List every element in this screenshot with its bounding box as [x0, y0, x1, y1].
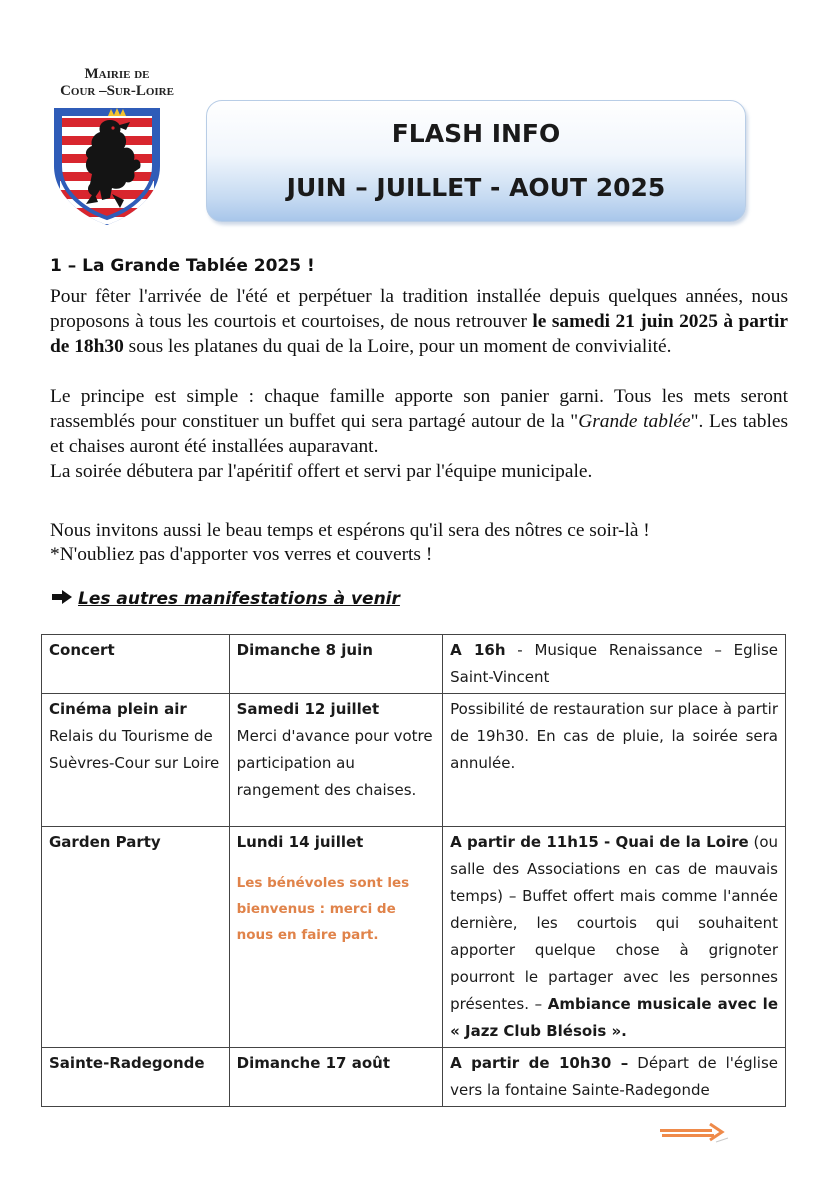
paragraph-reminder: *N'oubliez pas d'apporter vos verres et couverts ! — [50, 544, 433, 565]
event-detail: - Musique Renaissance – Eglise Saint-Vincent — [450, 641, 778, 686]
event-date-cell — [229, 1048, 443, 1107]
grande-tablee-italic: Grande tablée — [578, 411, 691, 432]
event-detail-cell — [443, 635, 786, 694]
banner-title: FLASH INFO — [391, 119, 561, 148]
paragraph-principle-text-b: ". Les tables et chaises auront été installées auparavant. — [50, 411, 789, 457]
events-title-text: Les autres manifestations à venir — [78, 589, 400, 609]
next-page-arrow-icon — [660, 1120, 730, 1150]
event-date: Dimanche 17 août — [236, 1054, 390, 1072]
mairie-line-1: Mairie de — [84, 66, 150, 82]
event-name-cell — [42, 827, 230, 1048]
event-detail-cell — [443, 827, 786, 1048]
event-name: Garden Party — [49, 833, 161, 851]
event-date-highlight: le samedi 21 juin 2025 à partir de 18h30 — [50, 311, 788, 357]
mairie-line-2: Cour –Sur-Loire — [60, 83, 174, 99]
mairie-name — [48, 66, 186, 100]
event-date-cell — [229, 635, 443, 694]
paragraph-invitation-text-b: sous les platanes du quai de la Loire, pour un moment de convivialité. — [123, 336, 672, 357]
event-date: Samedi 12 juillet — [236, 700, 380, 718]
paragraph-principle-text-a: Le principe est simple : chaque famille apporte son panier garni. Tous les mets seront rassemblés pour constituer un buffet qui sera partagé autour de la " — [50, 386, 788, 432]
event-detail-bold-2: Ambiance musicale avec le « Jazz Club Blésois ». — [450, 995, 779, 1040]
table-row — [42, 694, 786, 827]
event-name-cell — [42, 635, 230, 694]
paragraph-aperitif: La soirée débutera par l'apéritif offert et servi par l'équipe municipale. — [50, 461, 593, 482]
event-detail-bold: A 16h — [450, 641, 506, 659]
flash-info-banner — [206, 100, 746, 222]
event-date-cell — [229, 694, 443, 827]
paragraph-invitation-text-a: Pour fêter l'arrivée de l'été et perpétuer la tradition installée depuis quelques années, nous proposons à tous les courtois et courtoises, de nous retrouver — [50, 286, 788, 332]
volunteers-note: Les bénévoles sont les bienvenus : merci de nous en faire part. — [236, 875, 410, 943]
banner-period: JUIN – JUILLET - AOUT 2025 — [286, 173, 666, 202]
event-date: Lundi 14 juillet — [236, 833, 364, 851]
section-title-grande-tablee: 1 – La Grande Tablée 2025 ! — [50, 256, 315, 276]
paragraph-invitation — [50, 284, 788, 359]
event-location: Relais du Tourisme de Suèvres-Cour sur Loire — [49, 727, 220, 772]
event-detail: Départ de l'église vers la fontaine Sainte-Radegonde — [450, 1054, 778, 1099]
event-detail: (ou salle des Associations en cas de mauvais temps) – Buffet offert mais comme l'année dernière, les courtois qui souhaitent apporter quelque chose à grignoter pourront le partager avec les personnes présentes. – — [450, 833, 778, 1013]
event-date: Dimanche 8 juin — [236, 641, 373, 659]
paragraph-principle — [50, 384, 788, 459]
table-row — [42, 635, 786, 694]
events-section-title — [52, 589, 400, 609]
table-row — [42, 827, 786, 1048]
coat-of-arms-lion-icon — [50, 104, 164, 228]
event-name: Cinéma plein air — [49, 700, 187, 718]
paragraph-weather: Nous invitons aussi le beau temps et espérons qu'il sera des nôtres ce soir-là ! — [50, 520, 650, 541]
right-arrow-icon — [52, 589, 72, 609]
event-detail-cell — [443, 694, 786, 827]
events-table — [41, 634, 786, 1107]
table-row — [42, 1048, 786, 1107]
event-date-cell — [229, 827, 443, 1048]
event-date-note: Merci d'avance pour votre participation au rangement des chaises. — [236, 727, 433, 799]
event-detail-cell — [443, 1048, 786, 1107]
event-name-cell — [42, 1048, 230, 1107]
event-detail-bold: A partir de 10h30 – — [450, 1054, 629, 1072]
event-name-cell — [42, 694, 230, 827]
event-detail: Possibilité de restauration sur place à partir de 19h30. En cas de pluie, la soirée sera annulée. — [450, 700, 778, 772]
event-name: Concert — [49, 641, 115, 659]
event-detail-bold: A partir de 11h15 - Quai de la Loire — [450, 833, 749, 851]
event-name: Sainte-Radegonde — [49, 1054, 205, 1072]
